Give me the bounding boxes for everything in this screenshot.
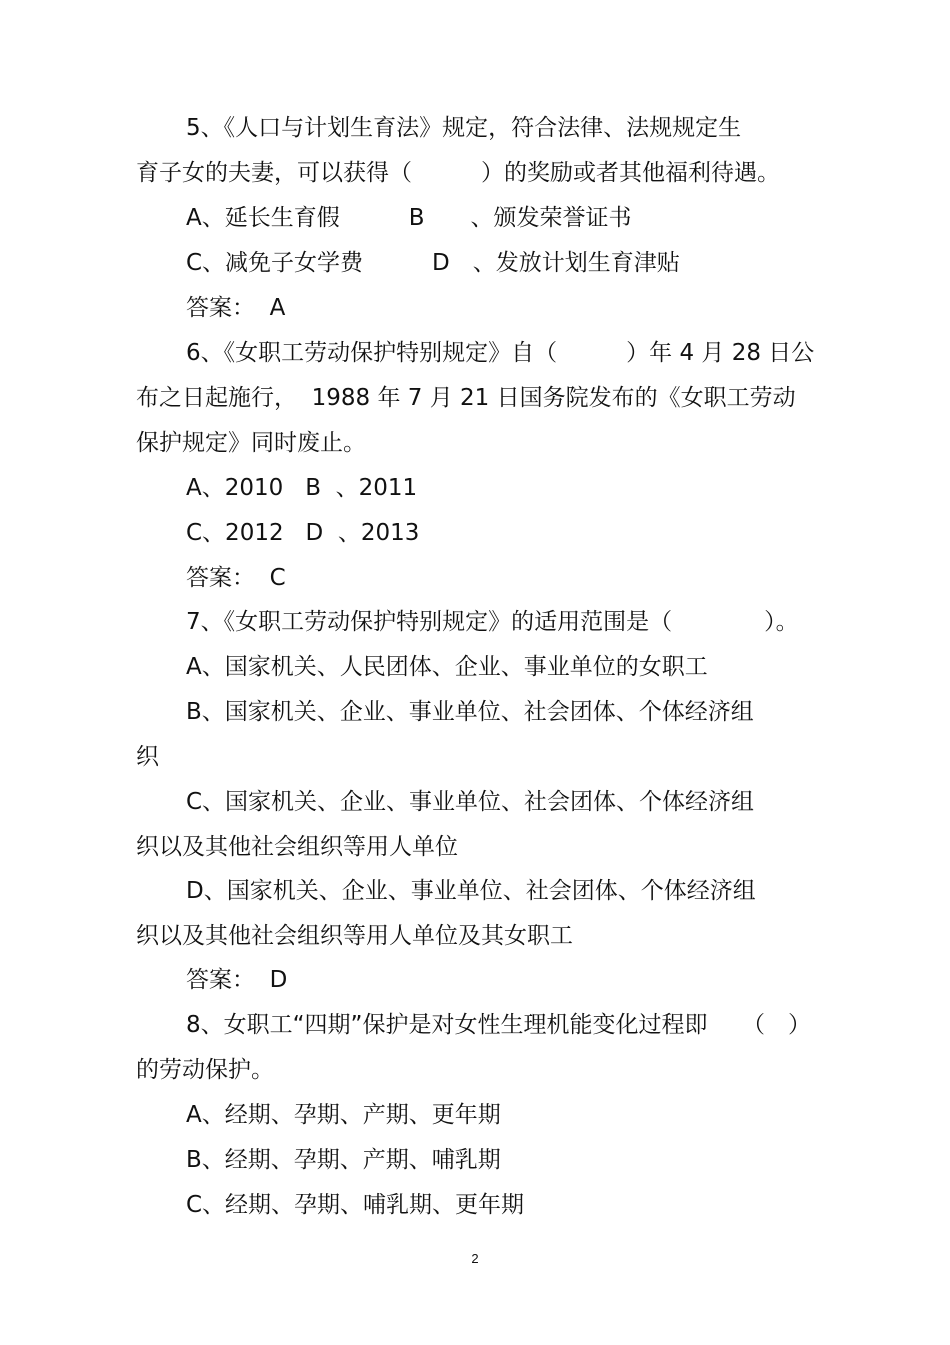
question-5-answer: 答案： A [186, 295, 286, 321]
question-7-option-d-line-2: 织以及其他社会组织等用人单位及其女职工 [136, 923, 573, 949]
question-5-line-2: 育子女的夫妻，可以获得（ ）的奖励或者其他福利待遇。 [136, 160, 780, 186]
question-8-line-1: 8、女职工“四期”保护是对女性生理机能变化过程即 （ ） [186, 1012, 811, 1038]
question-6-line-3: 保护规定》同时废止。 [136, 430, 366, 456]
question-6-line-1: 6、《女职工劳动保护特别规定》自（ ）年 4 月 28 日公 [186, 340, 815, 366]
page-number: 2 [471, 1251, 479, 1266]
question-8-option-b: B、经期、孕期、产期、哺乳期 [186, 1147, 501, 1173]
question-6-options-cd: C、2012 D 、2013 [186, 520, 420, 546]
question-5-line-1: 5、《人口与计划生育法》规定，符合法律、法规规定生 [186, 115, 742, 141]
question-7-option-a: A、国家机关、人民团体、企业、事业单位的女职工 [186, 654, 708, 680]
question-7-option-d-line-1: D、国家机关、企业、事业单位、社会团体、个体经济组 [186, 878, 756, 904]
question-6-line-2: 布之日起施行， 1988 年 7 月 21 日国务院发布的《女职工劳动 [136, 385, 796, 411]
question-8-option-c: C、经期、孕期、哺乳期、更年期 [186, 1192, 525, 1218]
question-8-line-2: 的劳动保护。 [136, 1057, 274, 1083]
question-7-answer: 答案： D [186, 967, 288, 993]
question-7-option-b-line-2: 织 [136, 744, 159, 770]
question-6-options-ab: A、2010 B 、2011 [186, 475, 418, 501]
question-5-options-ab: A、延长生育假 B 、颁发荣誉证书 [186, 205, 632, 231]
question-7-option-b-line-1: B、国家机关、企业、事业单位、社会团体、个体经济组 [186, 699, 754, 725]
question-7-option-c-line-2: 织以及其他社会组织等用人单位 [136, 834, 458, 860]
question-6-answer: 答案： C [186, 565, 286, 591]
question-8-option-a: A、经期、孕期、产期、更年期 [186, 1102, 501, 1128]
question-7-line-1: 7、《女职工劳动保护特别规定》的适用范围是（ ）。 [186, 609, 799, 635]
question-5-options-cd: C、减免子女学费 D 、发放计划生育津贴 [186, 250, 680, 276]
question-7-option-c-line-1: C、国家机关、企业、事业单位、社会团体、个体经济组 [186, 789, 755, 815]
